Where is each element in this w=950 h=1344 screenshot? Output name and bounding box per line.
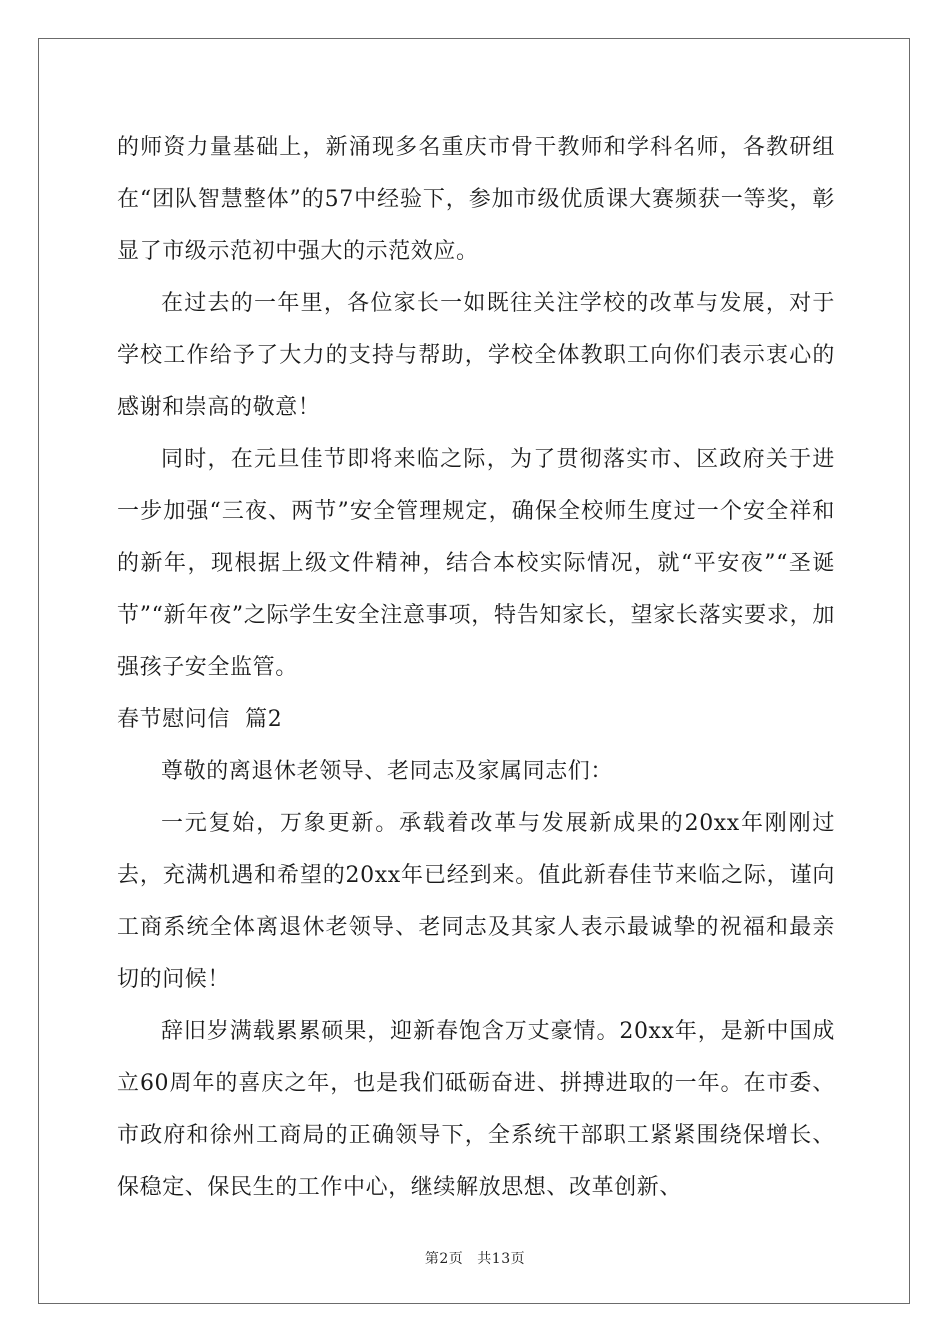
document-body (117, 122, 835, 1214)
page-total: 共13页 (477, 1251, 526, 1267)
page-number: 第2页 (424, 1251, 464, 1267)
paragraph-3: 同时，在元旦佳节即将来临之际，为了贯彻落实市、区政府关于进一步加强“三夜、两节”安全管理规定，确保全校师生度过一个安全祥和的新年，现根据上级文件精神，结合本校实际情况，就“平安夜”“圣诞节”“新年夜”之际学生安全注意事项，特告知家长，望家长落实要求，加强孩子安全监管。 (117, 447, 835, 680)
paragraph-2: 在过去的一年里，各位家长一如既往关注学校的改革与发展，对于学校工作给予了大力的支持与帮助，学校全体教职工向你们表示衷心的感谢和崇高的敬意！ (117, 291, 835, 420)
page-footer (0, 1248, 950, 1268)
paragraph-1: 的师资力量基础上，新涌现多名重庆市骨干教师和学科名师，各教研组在“团队智慧整体”的57中经验下，参加市级优质课大赛频获一等奖，彰显了市级示范初中强大的示范效应。 (117, 135, 835, 264)
paragraph-4: 一元复始，万象更新。承载着改革与发展新成果的20xx年刚刚过去，充满机遇和希望的20xx年已经到来。值此新春佳节来临之际，谨向工商系统全体离退休老领导、老同志及其家人表示最诚挚的祝福和最亲切的问候！ (117, 811, 835, 992)
salutation: 尊敬的离退休老领导、老同志及家属同志们： (161, 759, 614, 784)
paragraph-5: 辞旧岁满载累累硕果，迎新春饱含万丈豪情。20xx年，是新中国成立60周年的喜庆之年，也是我们砥砺奋进、拼搏进取的一年。在市委、市政府和徐州工商局的正确领导下，全系统干部职工紧紧围绕保增长、保稳定、保民生的工作中心，继续解放思想、改革创新、 (117, 1019, 835, 1200)
section-heading: 春节慰问信 篇2 (117, 707, 283, 732)
